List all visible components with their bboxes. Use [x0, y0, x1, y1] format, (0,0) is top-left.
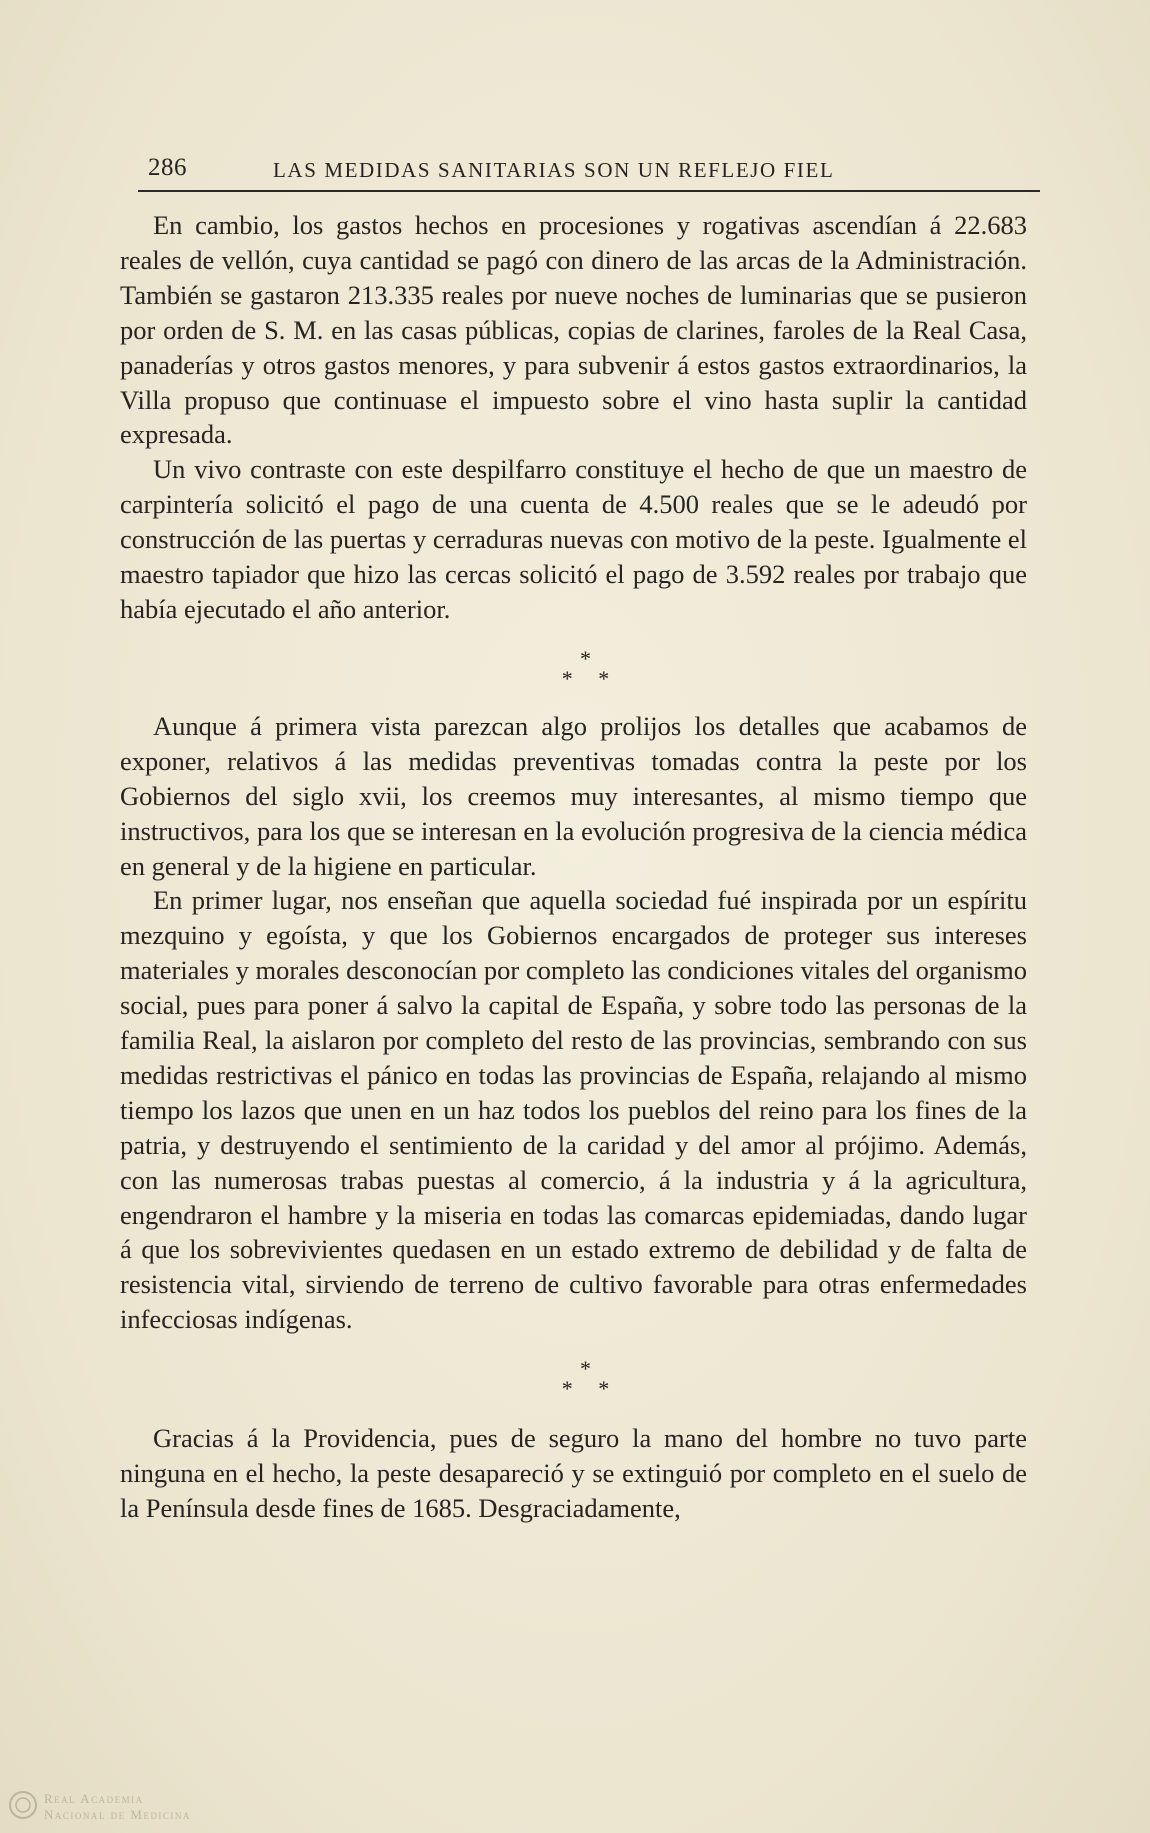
page-number: 286 — [148, 154, 187, 181]
asterism-top: * — [580, 645, 601, 671]
paragraph: Gracias á la Providencia, pues de seguro la mano del hombre no tuvo parte ninguna en el hecho, la peste desapareció y se extinguió por completo en el suelo de la Península desde fines de 1685. Desgraciadamente, — [120, 1423, 1027, 1523]
section-divider — [120, 1356, 1027, 1402]
paragraph: En cambio, los gastos hechos en procesiones y rogativas ascendían á 22.683 reales de vellón, cuya cantidad se pagó con dinero de las arcas de la Administración. También se gastaron 213.335 reales por nueve noches de luminarias que se pusieron por orden de S. M. en las casas públicas, copias de clarines, faroles de la Real Casa, panaderías y otros gastos menores, y para subvenir á estos gastos extraordinarios, la Villa propuso que continuase el impuesto sobre el vino hasta suplir la cantidad expresada. — [120, 210, 1027, 450]
asterism-bottom: * * — [561, 665, 620, 691]
paragraph: Aunque á primera vista parezcan algo prolijos los detalles que acabamos de exponer, relativos á las medidas preventivas tomadas contra la peste por los Gobiernos del siglo xvii, los creemos muy interesantes, al mismo tiempo que instructivos, para los que se interesan en la evolución progresiva de la ciencia médica en general y de la higiene en particular. — [120, 710, 1027, 881]
body-text — [120, 208, 1027, 1526]
watermark-line-2: Nacional de Medicina — [44, 1807, 191, 1822]
watermark-line-1: Real Academia — [44, 1791, 144, 1806]
page-header — [138, 150, 1040, 192]
seal-icon — [8, 1790, 38, 1820]
library-watermark — [8, 1790, 308, 1826]
paragraph: En primer lugar, nos enseñan que aquella sociedad fué inspirada por un espíritu mezquino y egoísta, y que los Gobiernos encargados de proteger sus intereses materiales y morales desconocían por completo las condiciones vitales del organismo social, pues para poner á salvo la capital de España, y sobre todo las personas de la familia Real, la aislaron por completo del resto de las provincias, sembrando con sus medidas restrictivas el pánico en todas las provincias de España, relajando al mismo tiempo los lazos que unen en un haz todos los pueblos del reino para los fines de la patria, y destruyendo el sentimiento de la caridad y del amor al prójimo. Además, con las numerosas trabas puestas al comercio, á la industria y á la agricultura, engendraron el hambre y la miseria en todas las comarcas epidemiadas, dando lugar á que los sobrevivientes quedasen en un estado extremo de debilidad y de falta de resistencia vital, sirviendo de terreno de cultivo favorable para otras enfermedades infecciosas indígenas. — [120, 885, 1027, 1335]
section-divider — [120, 645, 1027, 691]
running-head: LAS MEDIDAS SANITARIAS SON UN REFLEJO FIEL — [273, 158, 835, 182]
paragraph: Un vivo contraste con este despilfarro constituye el hecho de que un maestro de carpintería solicitó el pago de una cuenta de 4.500 reales que se le adeudó por construcción de las puertas y cerraduras nuevas con motivo de la peste. Igualmente el maestro tapiador que hizo las cercas solicitó el pago de 3.592 reales por trabajo que había ejecutado el año anterior. — [120, 454, 1027, 624]
asterism-top: * — [580, 1356, 601, 1382]
asterism-bottom: * * — [561, 1376, 620, 1402]
